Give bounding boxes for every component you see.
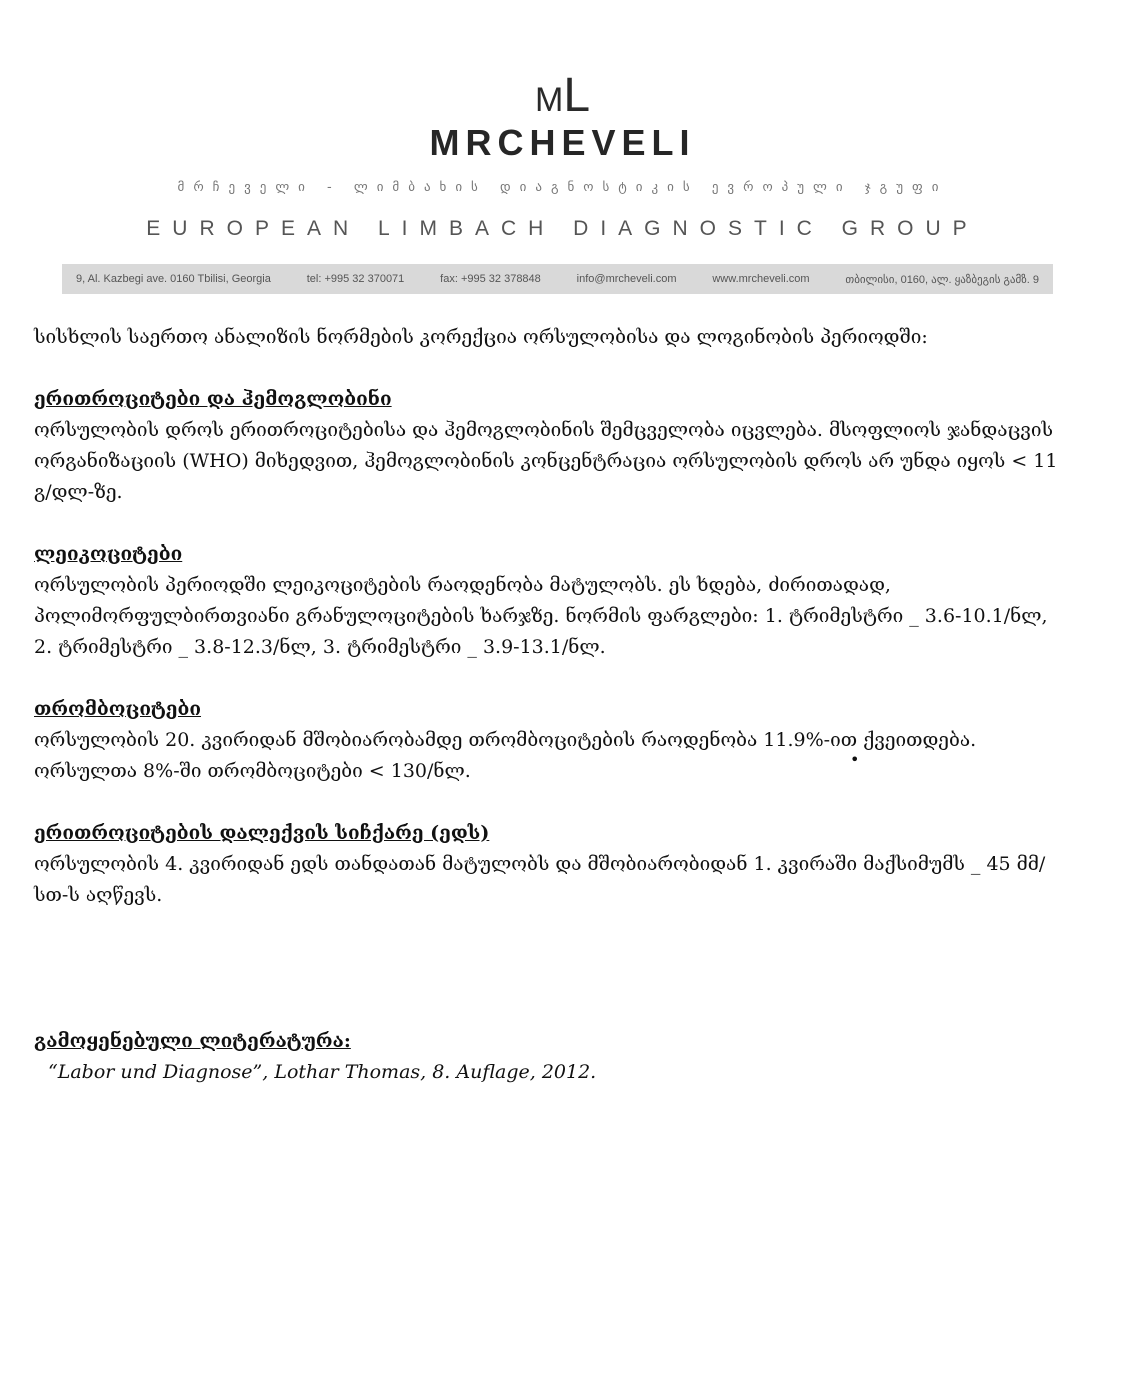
contact-email: info@mrcheveli.com — [576, 273, 677, 285]
contact-address: 9, Al. Kazbegi ave. 0160 Tbilisi, Georgia — [76, 273, 271, 285]
contact-bar — [62, 264, 1053, 294]
section-text: ორსულობის პერიოდში ლეიკოციტების რაოდენობა მატულობს. ეს ხდება, ძირითადად, პოლიმორფულბირთვიანი გრანულოციტების ხარჯზე. ნორმის ფარგლები: 1. ტრიმესტრი _ 3.6-10.1/ნლ, 2. ტრიმესტრი _ 3.8-12.3/ნლ, 3. ტრიმესტრი _ 3.9-13.1/ნლ. — [34, 574, 1048, 658]
section-text: ორსულობის 4. კვირიდან ედს თანდათან მატულობს და მშობიარობიდან 1. კვირაში მაქსიმუმს _ 45 მმ/სთ-ს აღწევს. — [34, 853, 1046, 906]
intro-line: სისხლის საერთო ანალიზის ნორმების კორექცია ორსულობისა და ლოგინობის პერიოდში: — [34, 326, 928, 348]
brand-name: MRCHEVELI — [429, 122, 696, 163]
document-body — [34, 322, 1064, 942]
section-title: ერითროციტების დალექვის სიჩქარე (ედს) — [34, 822, 490, 844]
english-subtitle: EUROPEAN LIMBACH DIAGNOSTIC GROUP — [146, 217, 979, 240]
georgian-subtitle: მრჩეველი - ლიმბახის დიაგნოსტიკის ევროპული ჯგუფი — [177, 180, 948, 195]
letterhead — [0, 0, 1125, 300]
references-title: გამოყენებული ლიტერატურა: — [34, 1030, 351, 1052]
section-text: ორსულობის 20. კვირიდან მშობიარობამდე თრომბოციტების რაოდენობა 11.9%-ით ქვეითდება. ორსულთა 8%-ში თრომბოციტები < 130/ნლ. — [34, 729, 977, 782]
contact-website: www.mrcheveli.com — [712, 273, 810, 285]
section-title: ერითროციტები და ჰემოგლობინი — [34, 388, 392, 410]
reference-item: “Labor und Diagnose”, Lothar Thomas, 8. Auflage, 2012. — [48, 1061, 597, 1083]
section-title: ლეიკოციტები — [34, 543, 183, 565]
contact-fax: fax: +995 32 378848 — [440, 273, 541, 285]
ml-logo: ML — [534, 69, 591, 122]
section-esr — [34, 818, 1064, 911]
section-text: ორსულობის დროს ერითროციტებისა და ჰემოგლობინის შემცველობა იცვლება. მსოფლიოს ჯანდაცვის ორგანიზაციის (WHO) მიხედვით, ჰემოგლობინის კონცენტრაცია ორსულობის დროს არ უნდა იყოს < 11 გ/დლ-ზე. — [34, 419, 1058, 503]
references — [34, 1026, 1064, 1088]
section-title: თრომბოციტები — [34, 698, 202, 720]
section-platelets — [34, 694, 1064, 787]
section-leukocytes — [34, 539, 1064, 663]
stray-bullet: • — [850, 750, 860, 769]
contact-address-ka: თბილისი, 0160, ალ. ყაზბეგის გამზ. 9 — [845, 273, 1039, 286]
contact-tel: tel: +995 32 370071 — [306, 273, 405, 285]
section-erythrocytes — [34, 384, 1064, 508]
